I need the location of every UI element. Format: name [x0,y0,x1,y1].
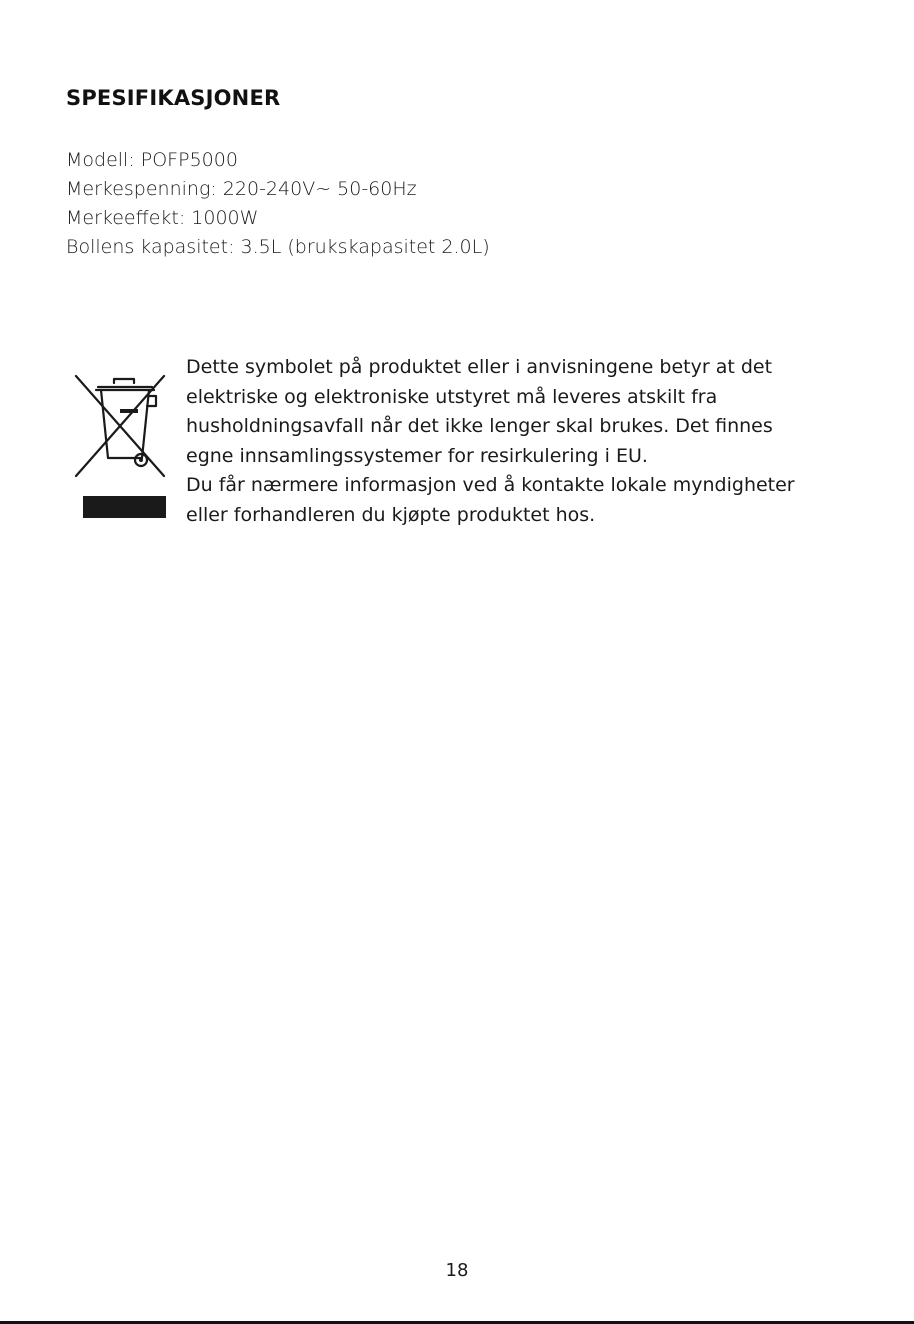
spec-bowl-capacity: Bollens kapasitet: 3.5L (brukskapasitet 2.0L) [66,236,490,258]
spec-rated-power: Merkeeffekt: 1000W [66,207,259,229]
page-number: 18 [445,1260,469,1281]
notice-line: elektriske og elektroniske utstyret må leveres atskilt fra [186,385,718,408]
spec-rated-voltage: Merkespenning: 220-240V~ 50-60Hz [66,178,417,200]
page-title: SPESIFIKASJONER [66,86,281,110]
notice-line: Du får nærmere informasjon ved å kontakte lokale myndigheter [186,474,795,496]
notice-line: husholdningsavfall når det ikke lenger skal brukes. Det finnes [186,415,773,437]
spec-model: Modell: POFP5000 [66,149,238,171]
disposal-notice [186,353,795,530]
notice-line: egne innsamlingssystemer for resirkulering i EU. [186,444,648,467]
notice-line: eller forhandleren du kjøpte produktet hos. [186,503,596,526]
specifications-list [66,146,490,262]
weee-bar-marker [83,496,166,518]
notice-line: Dette symbolet på produktet eller i anvisningene betyr at det [186,356,773,378]
